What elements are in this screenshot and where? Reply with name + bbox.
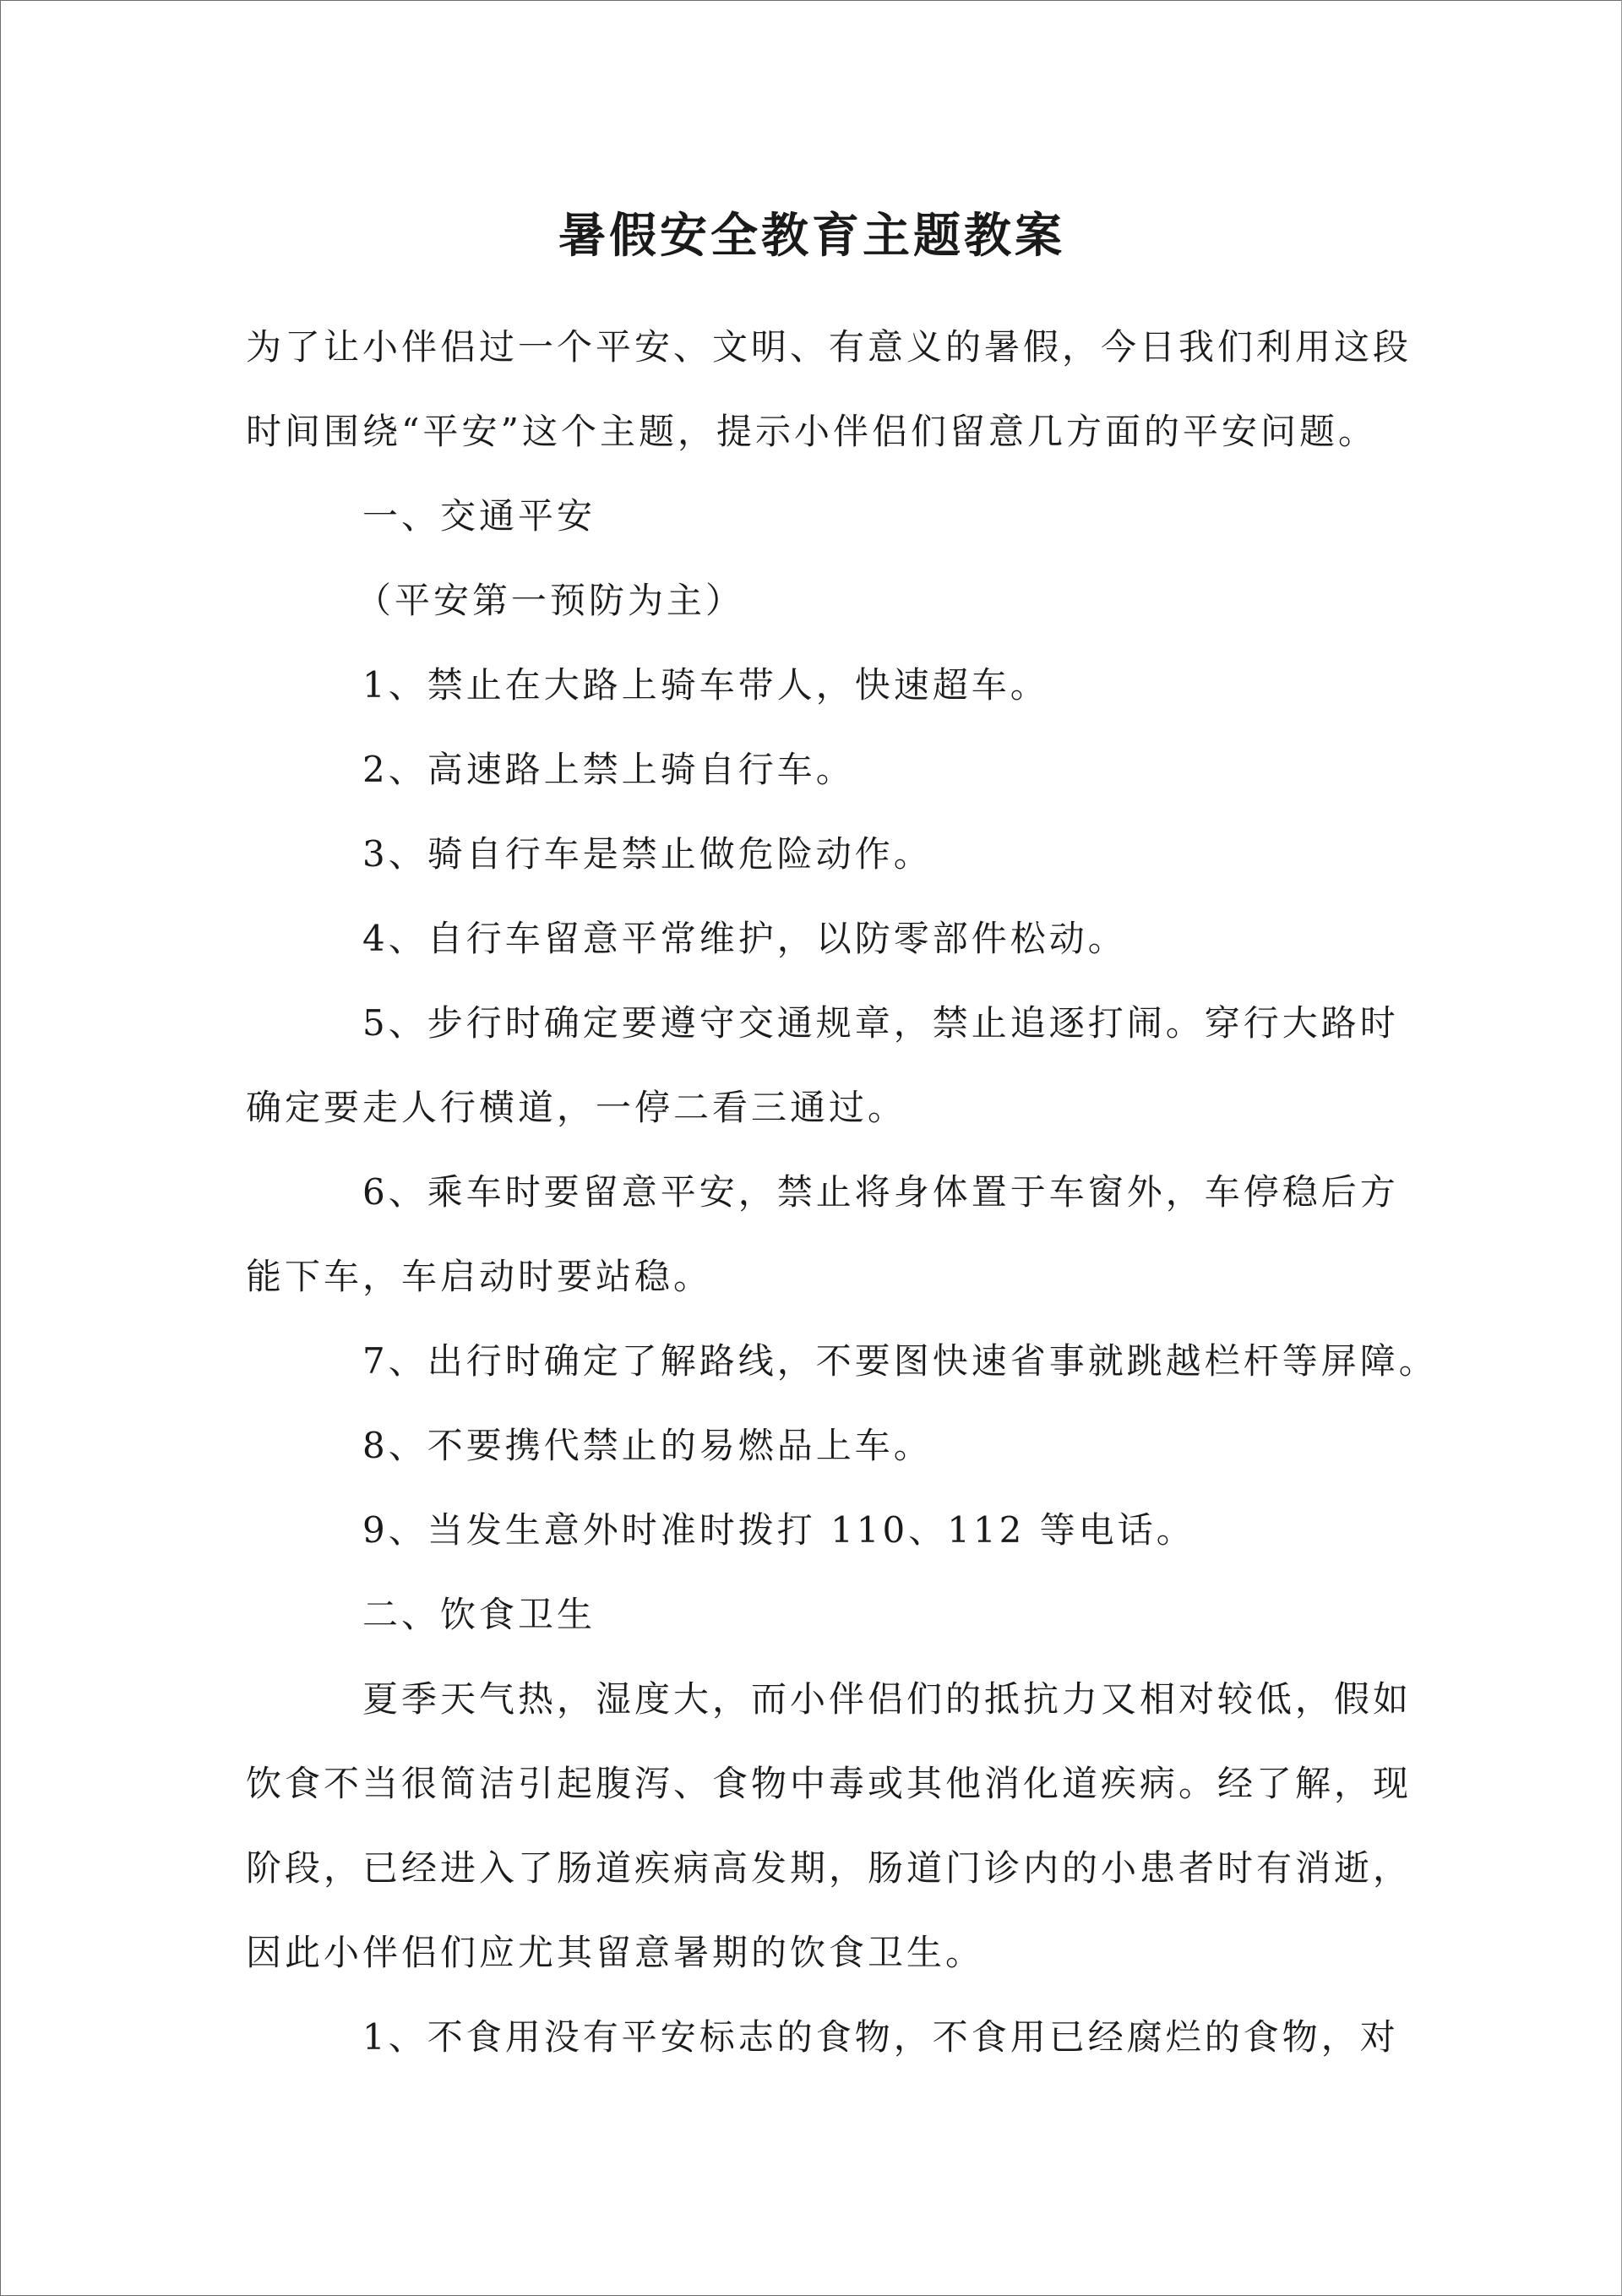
paragraph-line: 夏季天气热，湿度大，而小伴侣们的抵抗力又相对较低，假如 bbox=[362, 1678, 1412, 1720]
section-heading: 一、交通平安 bbox=[362, 495, 596, 537]
paragraph-line: （平安第一预防为主） bbox=[356, 580, 745, 621]
list-item: 6、乘车时要留意平安，禁止将身体置于车窗外，车停稳后方 bbox=[362, 1171, 1399, 1213]
list-item: 9、当发生意外时准时拨打 110、112 等电话。 bbox=[362, 1509, 1195, 1551]
list-item: 1、禁止在大路上骑车带人，快速超车。 bbox=[362, 664, 1049, 706]
list-item: 8、不要携代禁止的易燃品上车。 bbox=[362, 1425, 933, 1466]
document-title: 暑假安全教育主题教案 bbox=[558, 208, 1065, 264]
list-item-continuation: 能下车，车启动时要站稳。 bbox=[246, 1256, 713, 1297]
paragraph-line: 为了让小伴侣过一个平安、文明、有意义的暑假，今日我们利用这段 bbox=[246, 326, 1412, 368]
list-item: 1、不食用没有平安标志的食物，不食用已经腐烂的食物，对 bbox=[362, 2016, 1399, 2058]
list-item: 2、高速路上禁上骑自行车。 bbox=[362, 749, 855, 790]
section-heading: 二、饮食卫生 bbox=[362, 1594, 596, 1635]
list-item: 5、步行时确定要遵守交通规章，禁止追逐打闹。穿行大路时 bbox=[362, 1002, 1399, 1044]
paragraph-line: 饮食不当很简洁引起腹泻、食物中毒或其他消化道疾病。经了解，现 bbox=[246, 1763, 1412, 1804]
paragraph-line: 时间围绕“平安”这个主题，提示小伴侣们留意几方面的平安问题。 bbox=[246, 411, 1377, 452]
list-item: 3、骑自行车是禁止做危险动作。 bbox=[362, 833, 933, 875]
list-item-continuation: 确定要走人行横道，一停二看三通过。 bbox=[246, 1087, 907, 1128]
list-item: 7、出行时确定了解路线，不要图快速省事就跳越栏杆等屏障。 bbox=[362, 1340, 1438, 1382]
paragraph-line: 阶段，已经进入了肠道疾病高发期，肠道门诊内的小患者时有消逝， bbox=[246, 1847, 1412, 1889]
list-item: 4、自行车留意平常维护，以防零部件松动。 bbox=[362, 918, 1127, 959]
paragraph-line: 因此小伴侣们应尤其留意暑期的饮食卫生。 bbox=[246, 1932, 985, 1973]
